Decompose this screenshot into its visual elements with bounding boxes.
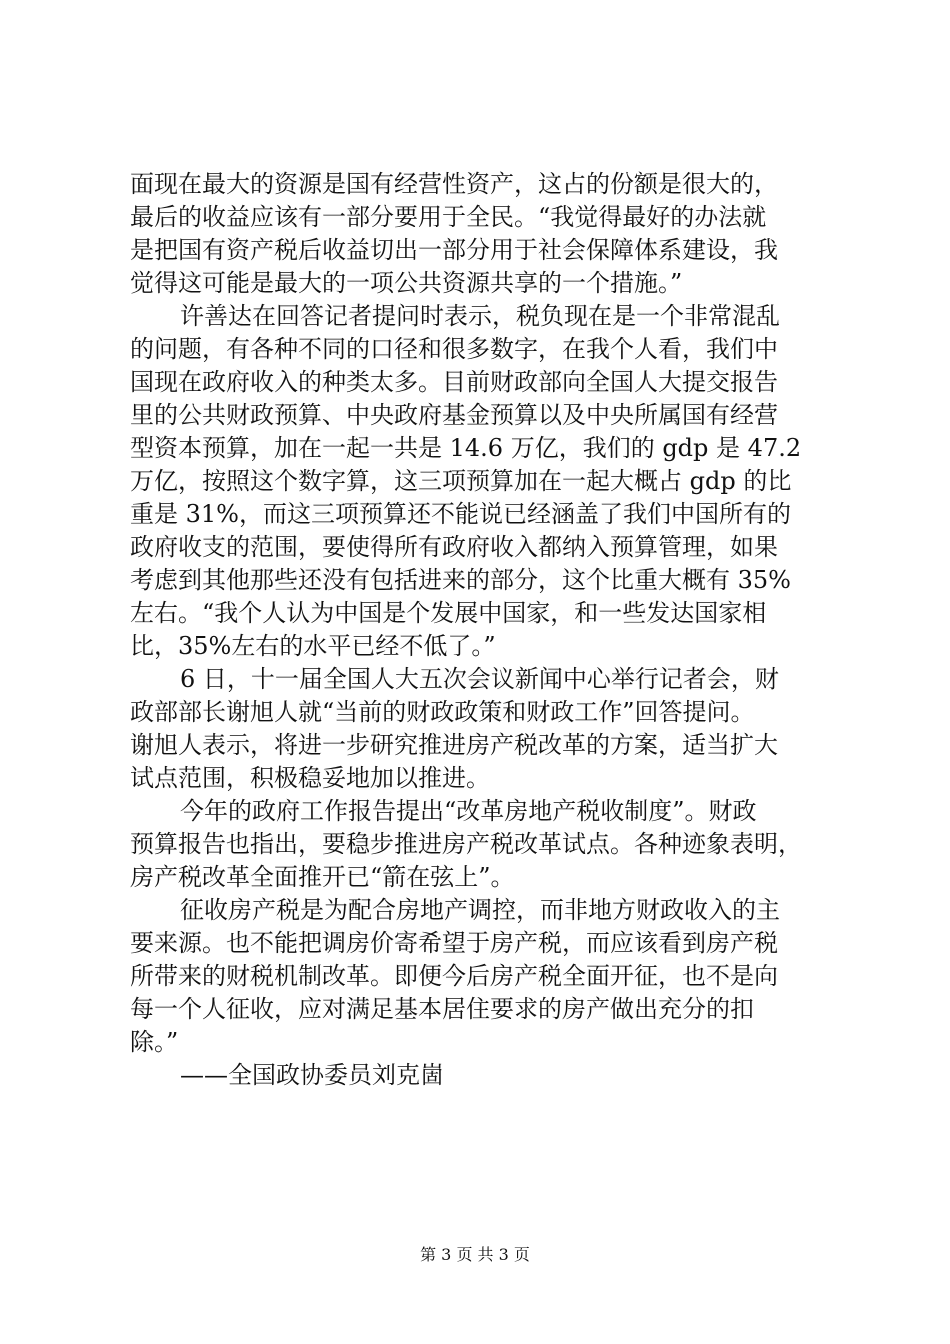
text-line: 今年的政府工作报告提出“改革房地产税收制度”。财政	[180, 797, 757, 825]
text-line: 每一个人征收，应对满足基本居住要求的房产做出充分的扣	[130, 995, 754, 1023]
text-line: 最后的收益应该有一部分要用于全民。“我觉得最好的办法就	[130, 203, 767, 231]
text-line: 的问题，有各种不同的口径和很多数字，在我个人看，我们中	[130, 335, 778, 363]
text-line: 是把国有资产税后收益切出一部分用于社会保障体系建设，我	[130, 236, 778, 264]
text-line: 试点范围，积极稳妥地加以推进。	[130, 764, 490, 792]
text-line: 谢旭人表示，将进一步研究推进房产税改革的方案，适当扩大	[130, 731, 778, 759]
text-line: 重是 31%，而这三项预算还不能说已经涵盖了我们中国所有的	[130, 500, 791, 528]
text-line: 除。”	[130, 1028, 179, 1056]
text-line: 比，35%左右的水平已经不低了。”	[130, 632, 496, 660]
text-line: 6 日，十一届全国人大五次会议新闻中心举行记者会，财	[180, 665, 779, 693]
text-line: 左右。“我个人认为中国是个发展中国家，和一些发达国家相	[130, 599, 767, 627]
text-line: 征收房产税是为配合房地产调控，而非地方财政收入的主	[180, 896, 780, 924]
text-line: 型资本预算，加在一起一共是 14.6 万亿，我们的 gdp 是 47.2	[130, 434, 802, 462]
text-line: 政府收支的范围，要使得所有政府收入都纳入预算管理，如果	[130, 533, 778, 561]
text-line: 万亿，按照这个数字算，这三项预算加在一起大概占 gdp 的比	[130, 467, 792, 495]
text-line: 里的公共财政预算、中央政府基金预算以及中央所属国有经营	[130, 401, 778, 429]
text-line: 政部部长谢旭人就“当前的财政政策和财政工作”回答提问。	[130, 698, 755, 726]
text-line: 面现在最大的资源是国有经营性资产，这占的份额是很大的，	[130, 170, 778, 198]
text-line: 要来源。也不能把调房价寄希望于房产税，而应该看到房产税	[130, 929, 778, 957]
text-line: 房产税改革全面推开已“箭在弦上”。	[130, 863, 515, 891]
text-line: 预算报告也指出，要稳步推进房产税改革试点。各种迹象表明，	[130, 830, 802, 858]
text-line: 许善达在回答记者提问时表示，税负现在是一个非常混乱	[180, 302, 780, 330]
text-line: 所带来的财税机制改革。即便今后房产税全面开征，也不是向	[130, 962, 778, 990]
text-line: 国现在政府收入的种类太多。目前财政部向全国人大提交报告	[130, 368, 778, 396]
signature-line: ——全国政协委员刘克崮	[180, 1061, 444, 1089]
document-body	[130, 168, 830, 1092]
text-line: 考虑到其他那些还没有包括进来的部分，这个比重大概有 35%	[130, 566, 791, 594]
page-footer: 第 3 页 共 3 页	[420, 1245, 530, 1264]
text-line: 觉得这可能是最大的一项公共资源共享的一个措施。”	[130, 269, 683, 297]
